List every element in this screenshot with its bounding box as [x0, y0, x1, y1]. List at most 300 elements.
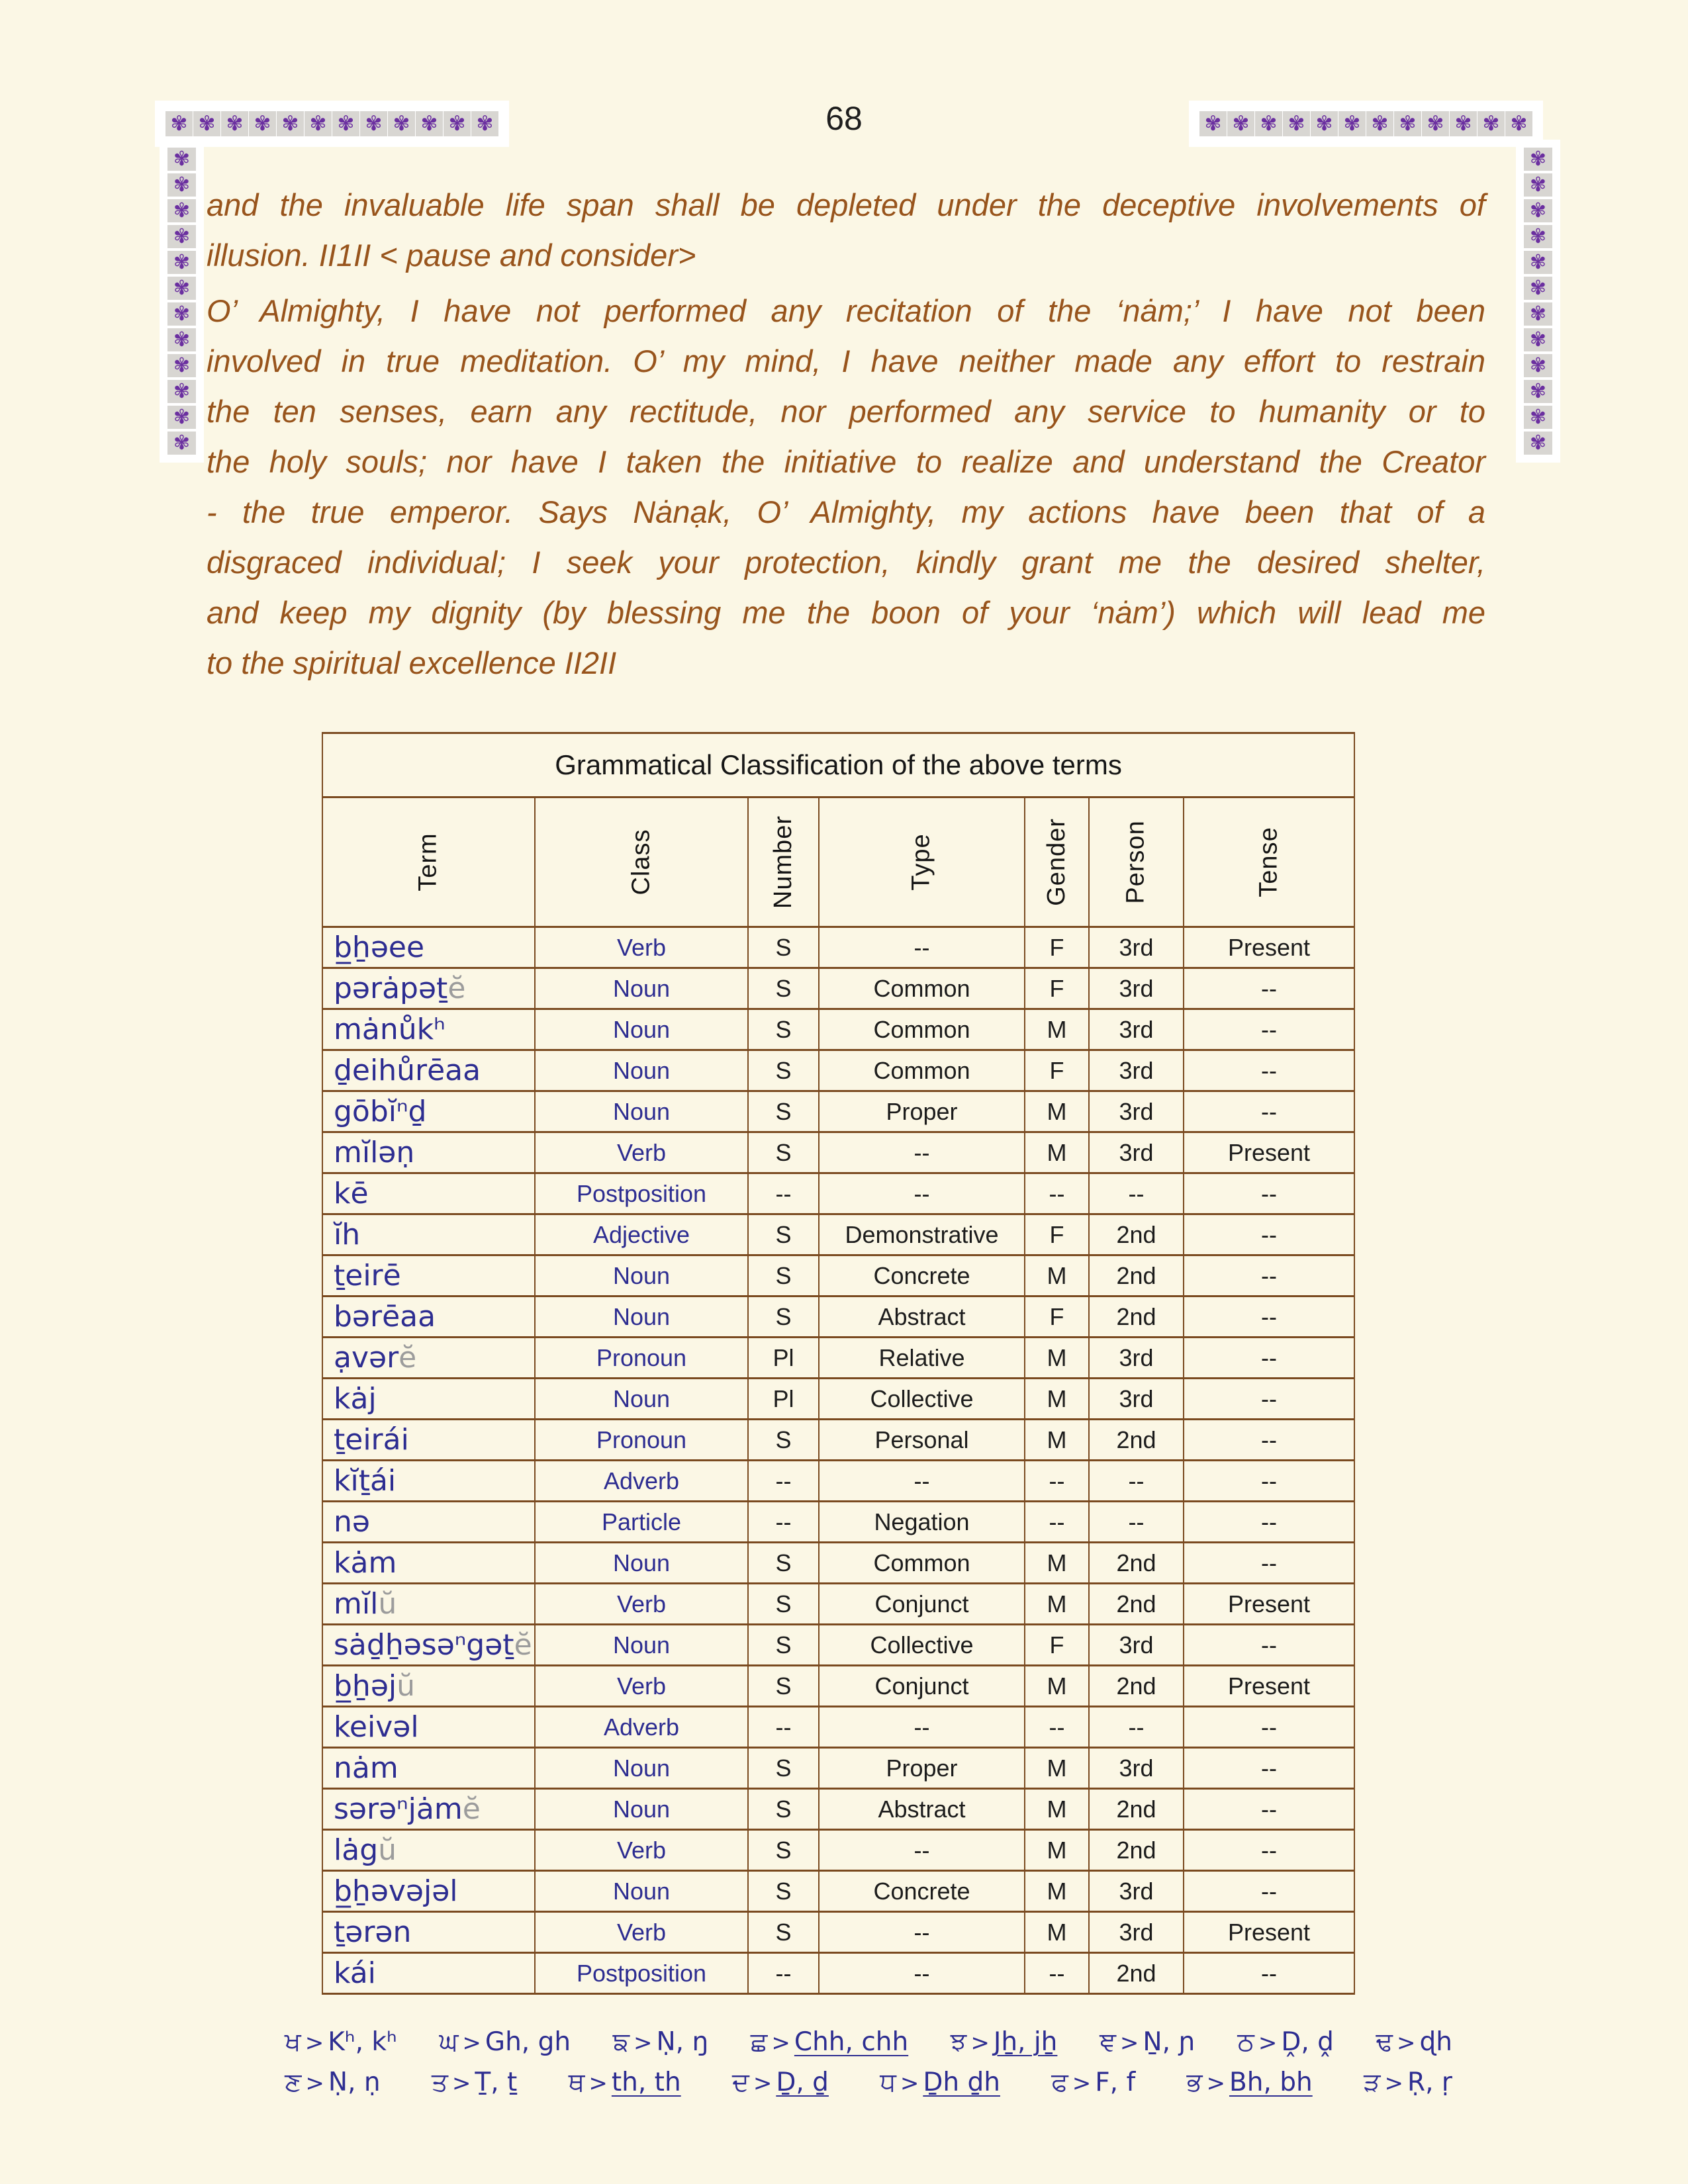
tense-cell: --: [1184, 1255, 1354, 1297]
flower-icon: ✾: [167, 199, 196, 222]
term-cell: [322, 1789, 535, 1830]
term-cell: [322, 1953, 535, 1994]
flower-icon: ✾: [1311, 111, 1338, 136]
class-cell: Noun: [535, 1050, 748, 1091]
class-cell: Noun: [535, 1543, 748, 1584]
transliteration-key: [285, 2023, 1452, 2103]
key-item: [1364, 2063, 1452, 2103]
flower-icon: ✾: [167, 148, 196, 171]
number-cell: --: [748, 1953, 819, 1994]
type-cell: --: [819, 1953, 1025, 1994]
gurmukhi-letter: ਞ: [1100, 2027, 1116, 2057]
number-cell: S: [748, 1830, 819, 1871]
person-cell: 2nd: [1089, 1420, 1184, 1461]
number-cell: S: [748, 1255, 819, 1297]
class-cell: Verb: [535, 927, 748, 968]
type-cell: Concrete: [819, 1871, 1025, 1912]
tense-cell: --: [1184, 1707, 1354, 1748]
person-cell: 2nd: [1089, 1830, 1184, 1871]
term-cell: [322, 1707, 535, 1748]
tense-cell: Present: [1184, 1584, 1354, 1625]
person-cell: 2nd: [1089, 1789, 1184, 1830]
person-cell: 3rd: [1089, 1091, 1184, 1132]
term-cell: [322, 1625, 535, 1666]
term-cell: [322, 1297, 535, 1338]
term-muted-letter: ŭ: [378, 1833, 397, 1867]
column-header-label: Term: [414, 833, 442, 891]
term-text: keivəl: [334, 1710, 419, 1744]
number-cell: S: [748, 1625, 819, 1666]
person-cell: 3rd: [1089, 1050, 1184, 1091]
term-text: ạvər: [334, 1341, 399, 1375]
number-cell: S: [748, 968, 819, 1009]
term-text: nȧm: [334, 1751, 399, 1785]
column-header-number: [748, 797, 819, 927]
table-header-row: [322, 797, 1354, 927]
type-cell: --: [819, 1830, 1025, 1871]
number-cell: S: [748, 1789, 819, 1830]
flower-icon: ✾: [332, 111, 359, 136]
tense-cell: --: [1184, 1461, 1354, 1502]
gurmukhi-letter: ਣ: [285, 2068, 302, 2097]
tense-cell: --: [1184, 1871, 1354, 1912]
ornament-border-right: [1516, 140, 1560, 463]
key-item: [1376, 2023, 1452, 2063]
roman-equivalent: th, th: [611, 2068, 681, 2097]
flower-icon: ✾: [1338, 111, 1366, 136]
term-cell: [322, 1420, 535, 1461]
table-row: [322, 1420, 1354, 1461]
table-row: [322, 1050, 1354, 1091]
term-muted-letter: ĕ: [447, 972, 466, 1005]
gender-cell: M: [1025, 1543, 1089, 1584]
person-cell: 2nd: [1089, 1543, 1184, 1584]
term-cell: [322, 1830, 535, 1871]
tense-cell: --: [1184, 1091, 1354, 1132]
maps-to-arrow: >: [970, 2030, 990, 2056]
number-cell: S: [748, 1050, 819, 1091]
column-header-person: [1089, 797, 1184, 927]
term-text: b̲ẖəee: [334, 931, 425, 964]
column-header-label: Number: [769, 815, 797, 909]
term-text: mĭləṇ: [334, 1136, 415, 1169]
gender-cell: F: [1025, 1625, 1089, 1666]
flower-icon: ✾: [167, 277, 196, 300]
term-muted-letter: ĕ: [514, 1628, 532, 1662]
ornament-border-top-right: [1189, 101, 1543, 147]
person-cell: 2nd: [1089, 1297, 1184, 1338]
type-cell: Relative: [819, 1338, 1025, 1379]
flower-icon: ✾: [1450, 111, 1477, 136]
column-header-tense: [1184, 797, 1354, 927]
number-cell: S: [748, 1543, 819, 1584]
ornament-strip: [1199, 111, 1532, 136]
class-cell: Postposition: [535, 1173, 748, 1214]
term-cell: [322, 1379, 535, 1420]
maps-to-arrow: >: [753, 2070, 773, 2097]
table-row: [322, 1912, 1354, 1953]
maps-to-arrow: >: [1206, 2070, 1225, 2097]
flower-icon: ✾: [1283, 111, 1310, 136]
term-text: mĭl: [334, 1587, 379, 1621]
table-row: [322, 1830, 1354, 1871]
flower-icon: ✾: [249, 111, 276, 136]
flower-icon: ✾: [1366, 111, 1393, 136]
column-header-label: Person: [1122, 820, 1150, 904]
person-cell: 3rd: [1089, 1625, 1184, 1666]
maps-to-arrow: >: [588, 2070, 608, 2097]
flower-icon: ✾: [1524, 148, 1552, 171]
ornament-strip: [1524, 148, 1552, 455]
table-row: [322, 1009, 1354, 1050]
term-cell: [322, 1214, 535, 1255]
ornament-strip: [165, 111, 498, 136]
ornament-border-left: [160, 140, 204, 463]
key-item: [613, 2023, 709, 2063]
maps-to-arrow: >: [451, 2070, 471, 2097]
term-text: ṯərən: [334, 1915, 412, 1949]
class-cell: Noun: [535, 1379, 748, 1420]
gender-cell: F: [1025, 968, 1089, 1009]
table-row: [322, 1502, 1354, 1543]
type-cell: Proper: [819, 1748, 1025, 1789]
class-cell: Adverb: [535, 1707, 748, 1748]
tense-cell: --: [1184, 1543, 1354, 1584]
term-text: ĭh: [334, 1218, 361, 1251]
class-cell: Noun: [535, 1871, 748, 1912]
page-number: 68: [825, 100, 863, 137]
key-item: [751, 2023, 908, 2063]
term-text: kȧj: [334, 1382, 377, 1416]
gender-cell: M: [1025, 1830, 1089, 1871]
table-row: [322, 1214, 1354, 1255]
term-cell: [322, 1173, 535, 1214]
class-cell: Adjective: [535, 1214, 748, 1255]
person-cell: 2nd: [1089, 1584, 1184, 1625]
maps-to-arrow: >: [305, 2070, 324, 2097]
grammar-table: [322, 732, 1355, 1995]
table-row: [322, 1666, 1354, 1707]
roman-equivalent: Ṛ, ṛ: [1407, 2068, 1452, 2097]
maps-to-arrow: >: [900, 2070, 919, 2097]
key-item: [285, 2063, 381, 2103]
number-cell: --: [748, 1461, 819, 1502]
flower-icon: ✾: [1505, 111, 1532, 136]
term-text: gōbĭⁿḏ: [334, 1095, 427, 1128]
type-cell: Demonstrative: [819, 1214, 1025, 1255]
term-text: nə: [334, 1505, 370, 1539]
term-cell: [322, 1338, 535, 1379]
term-cell: [322, 927, 535, 968]
term-cell: [322, 1912, 535, 1953]
class-cell: Noun: [535, 1625, 748, 1666]
gurmukhi-letter: ਤ: [431, 2068, 448, 2097]
gurmukhi-letter: ੜ: [1364, 2068, 1381, 2097]
gender-cell: M: [1025, 1871, 1089, 1912]
gurmukhi-letter: ਫ: [1051, 2068, 1068, 2097]
term-text: kē: [334, 1177, 369, 1210]
person-cell: --: [1089, 1502, 1184, 1543]
term-cell: [322, 1461, 535, 1502]
maps-to-arrow: >: [771, 2030, 790, 2056]
gurmukhi-letter: ਦ: [732, 2068, 749, 2097]
gurmukhi-letter: ਥ: [568, 2068, 585, 2097]
number-cell: S: [748, 1871, 819, 1912]
flower-icon: ✾: [167, 354, 196, 377]
class-cell: Noun: [535, 1255, 748, 1297]
person-cell: 3rd: [1089, 1871, 1184, 1912]
tense-cell: --: [1184, 1420, 1354, 1461]
column-header-label: Tense: [1254, 827, 1283, 897]
flower-icon: ✾: [1524, 354, 1552, 377]
gender-cell: --: [1025, 1502, 1089, 1543]
class-cell: Noun: [535, 1748, 748, 1789]
roman-equivalent: F, f: [1095, 2068, 1136, 2097]
term-cell: [322, 1050, 535, 1091]
key-item: [1051, 2063, 1135, 2103]
gender-cell: M: [1025, 1338, 1089, 1379]
type-cell: --: [819, 1461, 1025, 1502]
gurmukhi-letter: ਧ: [880, 2068, 896, 2097]
table-row: [322, 1789, 1354, 1830]
table-row: [322, 1338, 1354, 1379]
roman-equivalent: Ḓ, ḓ: [1281, 2027, 1334, 2057]
number-cell: S: [748, 1009, 819, 1050]
gurmukhi-letter: ਛ: [750, 2027, 768, 2057]
flower-icon: ✾: [1524, 328, 1552, 351]
tense-cell: --: [1184, 1953, 1354, 1994]
flower-icon: ✾: [1524, 302, 1552, 326]
term-cell: [322, 1871, 535, 1912]
term-text: kĭṯái: [334, 1464, 397, 1498]
tense-cell: --: [1184, 1789, 1354, 1830]
tense-cell: --: [1184, 1625, 1354, 1666]
term-text: ṯeirē: [334, 1259, 401, 1293]
flower-icon: ✾: [167, 225, 196, 248]
ornament-border-top-left: [155, 101, 509, 147]
class-cell: Noun: [535, 1091, 748, 1132]
flower-icon: ✾: [1524, 225, 1552, 248]
flower-icon: ✾: [360, 111, 387, 136]
key-item: [285, 2023, 397, 2063]
roman-equivalent: Ḏ, ḏ: [776, 2068, 829, 2097]
key-item: [439, 2023, 571, 2063]
type-cell: Collective: [819, 1625, 1025, 1666]
text-line: disgraced individual; I seek your protection, kindly grant me the desired shelter,: [207, 545, 1485, 580]
flower-icon: ✾: [167, 432, 196, 455]
number-cell: S: [748, 927, 819, 968]
text-line: the ten senses, earn any rectitude, nor performed any service to humanity or to: [207, 394, 1485, 429]
flower-icon: ✾: [1524, 251, 1552, 274]
tense-cell: --: [1184, 1338, 1354, 1379]
flower-icon: ✾: [277, 111, 304, 136]
gender-cell: M: [1025, 1420, 1089, 1461]
type-cell: Personal: [819, 1420, 1025, 1461]
term-cell: [322, 1666, 535, 1707]
gurmukhi-letter: ਝ: [950, 2027, 967, 2057]
class-cell: Pronoun: [535, 1420, 748, 1461]
gender-cell: M: [1025, 1584, 1089, 1625]
maps-to-arrow: >: [1258, 2030, 1278, 2056]
gender-cell: M: [1025, 1748, 1089, 1789]
column-header-label: Type: [907, 833, 935, 891]
roman-equivalent: Ṉ, ɲ: [1143, 2027, 1196, 2057]
text-line: and the invaluable life span shall be depleted under the deceptive involvements of: [207, 187, 1485, 222]
class-cell: Verb: [535, 1912, 748, 1953]
term-text: mȧnůkʰ: [334, 1013, 445, 1046]
maps-to-arrow: >: [1396, 2030, 1416, 2056]
tense-cell: Present: [1184, 1132, 1354, 1173]
table-title-row: [322, 733, 1354, 797]
term-cell: [322, 1584, 535, 1625]
flower-icon: ✾: [165, 111, 193, 136]
key-item: [1187, 2063, 1313, 2103]
type-cell: Common: [819, 968, 1025, 1009]
person-cell: 3rd: [1089, 1338, 1184, 1379]
person-cell: --: [1089, 1461, 1184, 1502]
table-row: [322, 1871, 1354, 1912]
table-row: [322, 1379, 1354, 1420]
flower-icon: ✾: [167, 380, 196, 403]
term-cell: [322, 1502, 535, 1543]
person-cell: 2nd: [1089, 1255, 1184, 1297]
flower-icon: ✾: [444, 111, 471, 136]
key-item: [569, 2063, 681, 2103]
table-row: [322, 1953, 1354, 1994]
tense-cell: --: [1184, 1297, 1354, 1338]
gender-cell: M: [1025, 1789, 1089, 1830]
table-row: [322, 1461, 1354, 1502]
tense-cell: Present: [1184, 927, 1354, 968]
flower-icon: ✾: [167, 302, 196, 326]
gender-cell: --: [1025, 1707, 1089, 1748]
gender-cell: M: [1025, 1009, 1089, 1050]
flower-icon: ✾: [167, 406, 196, 429]
flower-icon: ✾: [388, 111, 415, 136]
class-cell: Adverb: [535, 1461, 748, 1502]
tense-cell: Present: [1184, 1912, 1354, 1953]
tense-cell: Present: [1184, 1666, 1354, 1707]
roman-equivalent: Ṇ, ŋ: [656, 2027, 709, 2057]
type-cell: Negation: [819, 1502, 1025, 1543]
type-cell: --: [819, 1912, 1025, 1953]
flower-icon: ✾: [1524, 277, 1552, 300]
term-cell: [322, 1132, 535, 1173]
term-cell: [322, 1255, 535, 1297]
class-cell: Noun: [535, 968, 748, 1009]
flower-icon: ✾: [305, 111, 332, 136]
person-cell: 3rd: [1089, 968, 1184, 1009]
key-item: [951, 2023, 1058, 2063]
body-text: [207, 180, 1485, 694]
term-cell: [322, 1091, 535, 1132]
class-cell: Noun: [535, 1297, 748, 1338]
number-cell: S: [748, 1132, 819, 1173]
term-text: sȧḏẖəsəⁿgəṯ: [334, 1628, 514, 1662]
tense-cell: --: [1184, 1009, 1354, 1050]
number-cell: Pl: [748, 1338, 819, 1379]
number-cell: --: [748, 1707, 819, 1748]
maps-to-arrow: >: [1072, 2070, 1092, 2097]
roman-equivalent: Jẖ, jẖ: [993, 2027, 1058, 2057]
term-text: b̲ẖəj: [334, 1669, 397, 1703]
gender-cell: F: [1025, 1214, 1089, 1255]
gender-cell: M: [1025, 1255, 1089, 1297]
roman-equivalent: Gh, gh: [485, 2027, 571, 2057]
column-header-label: Class: [627, 829, 655, 895]
tense-cell: --: [1184, 1050, 1354, 1091]
flower-icon: ✾: [1524, 380, 1552, 403]
text-line: to the spiritual excellence II2II: [207, 645, 617, 680]
gender-cell: M: [1025, 1132, 1089, 1173]
class-cell: Verb: [535, 1132, 748, 1173]
gender-cell: M: [1025, 1091, 1089, 1132]
table-row: [322, 1255, 1354, 1297]
person-cell: 2nd: [1089, 1666, 1184, 1707]
table-row: [322, 1584, 1354, 1625]
gurmukhi-letter: ਠ: [1237, 2027, 1254, 2057]
gurmukhi-letter: ਭ: [1186, 2068, 1203, 2097]
gender-cell: F: [1025, 927, 1089, 968]
person-cell: 2nd: [1089, 1214, 1184, 1255]
flower-icon: ✾: [1524, 199, 1552, 222]
table-row: [322, 1132, 1354, 1173]
gender-cell: --: [1025, 1953, 1089, 1994]
person-cell: --: [1089, 1707, 1184, 1748]
term-muted-letter: ĕ: [399, 1341, 417, 1375]
text-line: illusion. II1II < pause and consider>: [207, 238, 696, 273]
person-cell: 2nd: [1089, 1953, 1184, 1994]
term-muted-letter: ŭ: [397, 1669, 416, 1703]
roman-equivalent: Ḏh ḏh: [923, 2068, 1000, 2097]
gurmukhi-letter: ਙ: [612, 2027, 630, 2057]
paragraph: [207, 180, 1485, 281]
type-cell: --: [819, 927, 1025, 968]
table-row: [322, 1543, 1354, 1584]
table-row: [322, 1173, 1354, 1214]
flower-icon: ✾: [1524, 432, 1552, 455]
table-row: [322, 968, 1354, 1009]
key-item: [732, 2063, 829, 2103]
person-cell: 3rd: [1089, 1379, 1184, 1420]
ornament-strip: [167, 148, 196, 455]
flower-icon: ✾: [1524, 173, 1552, 197]
gender-cell: M: [1025, 1666, 1089, 1707]
term-cell: [322, 1748, 535, 1789]
type-cell: Proper: [819, 1091, 1025, 1132]
person-cell: 3rd: [1089, 1009, 1184, 1050]
tense-cell: --: [1184, 1748, 1354, 1789]
term-text: kȧm: [334, 1546, 397, 1580]
flower-icon: ✾: [1255, 111, 1282, 136]
term-muted-letter: ŭ: [378, 1587, 397, 1621]
type-cell: Common: [819, 1543, 1025, 1584]
flower-icon: ✾: [167, 328, 196, 351]
type-cell: --: [819, 1707, 1025, 1748]
table-title: Grammatical Classification of the above terms: [322, 733, 1354, 797]
number-cell: S: [748, 1297, 819, 1338]
flower-icon: ✾: [471, 111, 498, 136]
text-line: - the true emperor. Says Nȧnạk, O’ Almighty, my actions have been that of a: [207, 494, 1485, 529]
term-text: kái: [334, 1956, 376, 1990]
roman-equivalent: Kʰ, kʰ: [328, 2027, 397, 2057]
number-cell: S: [748, 1666, 819, 1707]
roman-equivalent: Bh, bh: [1229, 2068, 1313, 2097]
text-line: O’ Almighty, I have not performed any recitation of the ‘nȧm;’ I have not been: [207, 293, 1485, 328]
type-cell: Abstract: [819, 1297, 1025, 1338]
gender-cell: M: [1025, 1379, 1089, 1420]
type-cell: --: [819, 1132, 1025, 1173]
